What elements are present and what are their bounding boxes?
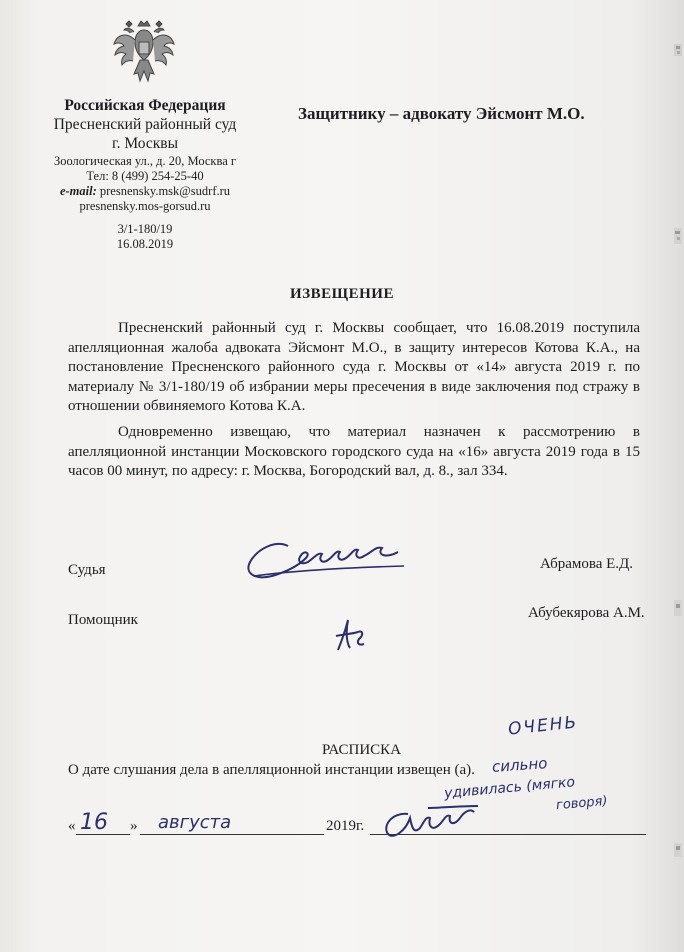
email-label: e-mail:	[59, 184, 97, 198]
header-country: Российская Федерация	[64, 97, 226, 114]
header-court: Пресненский районный суд	[53, 116, 237, 133]
receipt-text: О дате слушания дела в апелляционной инстанции извещен (а).	[68, 762, 475, 778]
month-underline	[140, 834, 324, 835]
case-number: 3/1-180/19	[117, 222, 173, 236]
scan-artifact	[654, 596, 684, 620]
assistant-label: Помощник	[68, 612, 138, 628]
scan-artifact	[654, 40, 684, 60]
header-phone: Тел: 8 (499) 254-25-40	[86, 169, 204, 183]
email-value: presnensky.msk@sudrf.ru	[99, 184, 231, 198]
header-site: presnensky.mos-gorsud.ru	[79, 199, 211, 213]
handwritten-month: августа	[158, 812, 232, 833]
handwriting-line2: удивилась (мягко	[443, 774, 576, 802]
receipt-close-quote: »	[130, 818, 138, 834]
header-email-line	[20, 184, 270, 199]
day-underline	[76, 834, 130, 835]
scan-artifact	[654, 224, 684, 248]
judge-name: Абрамова Е.Д.	[540, 556, 634, 572]
handwriting-line3: говоря)	[555, 793, 609, 814]
header-city: г. Москвы	[111, 135, 179, 152]
receipt-year: 2019г.	[326, 818, 365, 834]
handwriting-silno: сильно	[491, 754, 548, 776]
header-address: Зоологическая ул., д. 20, Москва г	[53, 154, 237, 168]
judge-label: Судья	[68, 562, 106, 578]
judge-signature	[244, 536, 420, 588]
scan-artifact	[654, 840, 684, 862]
recipient-signature	[378, 804, 498, 844]
assistant-name: Абубекярова А.М.	[528, 605, 645, 621]
document-title: ИЗВЕЩЕНИЕ	[290, 286, 394, 302]
receipt-open-quote: «	[68, 818, 76, 834]
handwritten-day: 16	[80, 810, 108, 835]
assistant-signature	[330, 614, 370, 658]
body-paragraph-1: Пресненский районный суд г. Москвы сообщает, что 16.08.2019 поступила апелляционная жалоба адвоката Эйсмонт М.О., в защиту интересов Котова К.А., на постановление Пресненского районного суда г. Москвы от «14» августа 2019 г. по материалу № 3/1-180/19 об избрании меры пресечения в виде заключения под стражу в отношении обвиняемого Котова К.А.	[68, 320, 640, 414]
document-date: 16.08.2019	[116, 237, 174, 251]
handwriting-ochen: ОЧЕНЬ	[507, 712, 580, 740]
recipient-line: Защитнику – адвокату Эйсмонт М.О.	[298, 104, 585, 123]
receipt-title: РАСПИСКА	[322, 742, 402, 758]
coat-of-arms-emblem	[112, 16, 176, 86]
body-paragraph-2: Одновременно извещаю, что материал назначен к рассмотрению в апелляционной инстанции Московского городского суда на «16» августа 2019 года в 15 часов 00 минут, по адресу: г. Москва, Богородский вал, д. 8., зал 334.	[68, 424, 640, 479]
